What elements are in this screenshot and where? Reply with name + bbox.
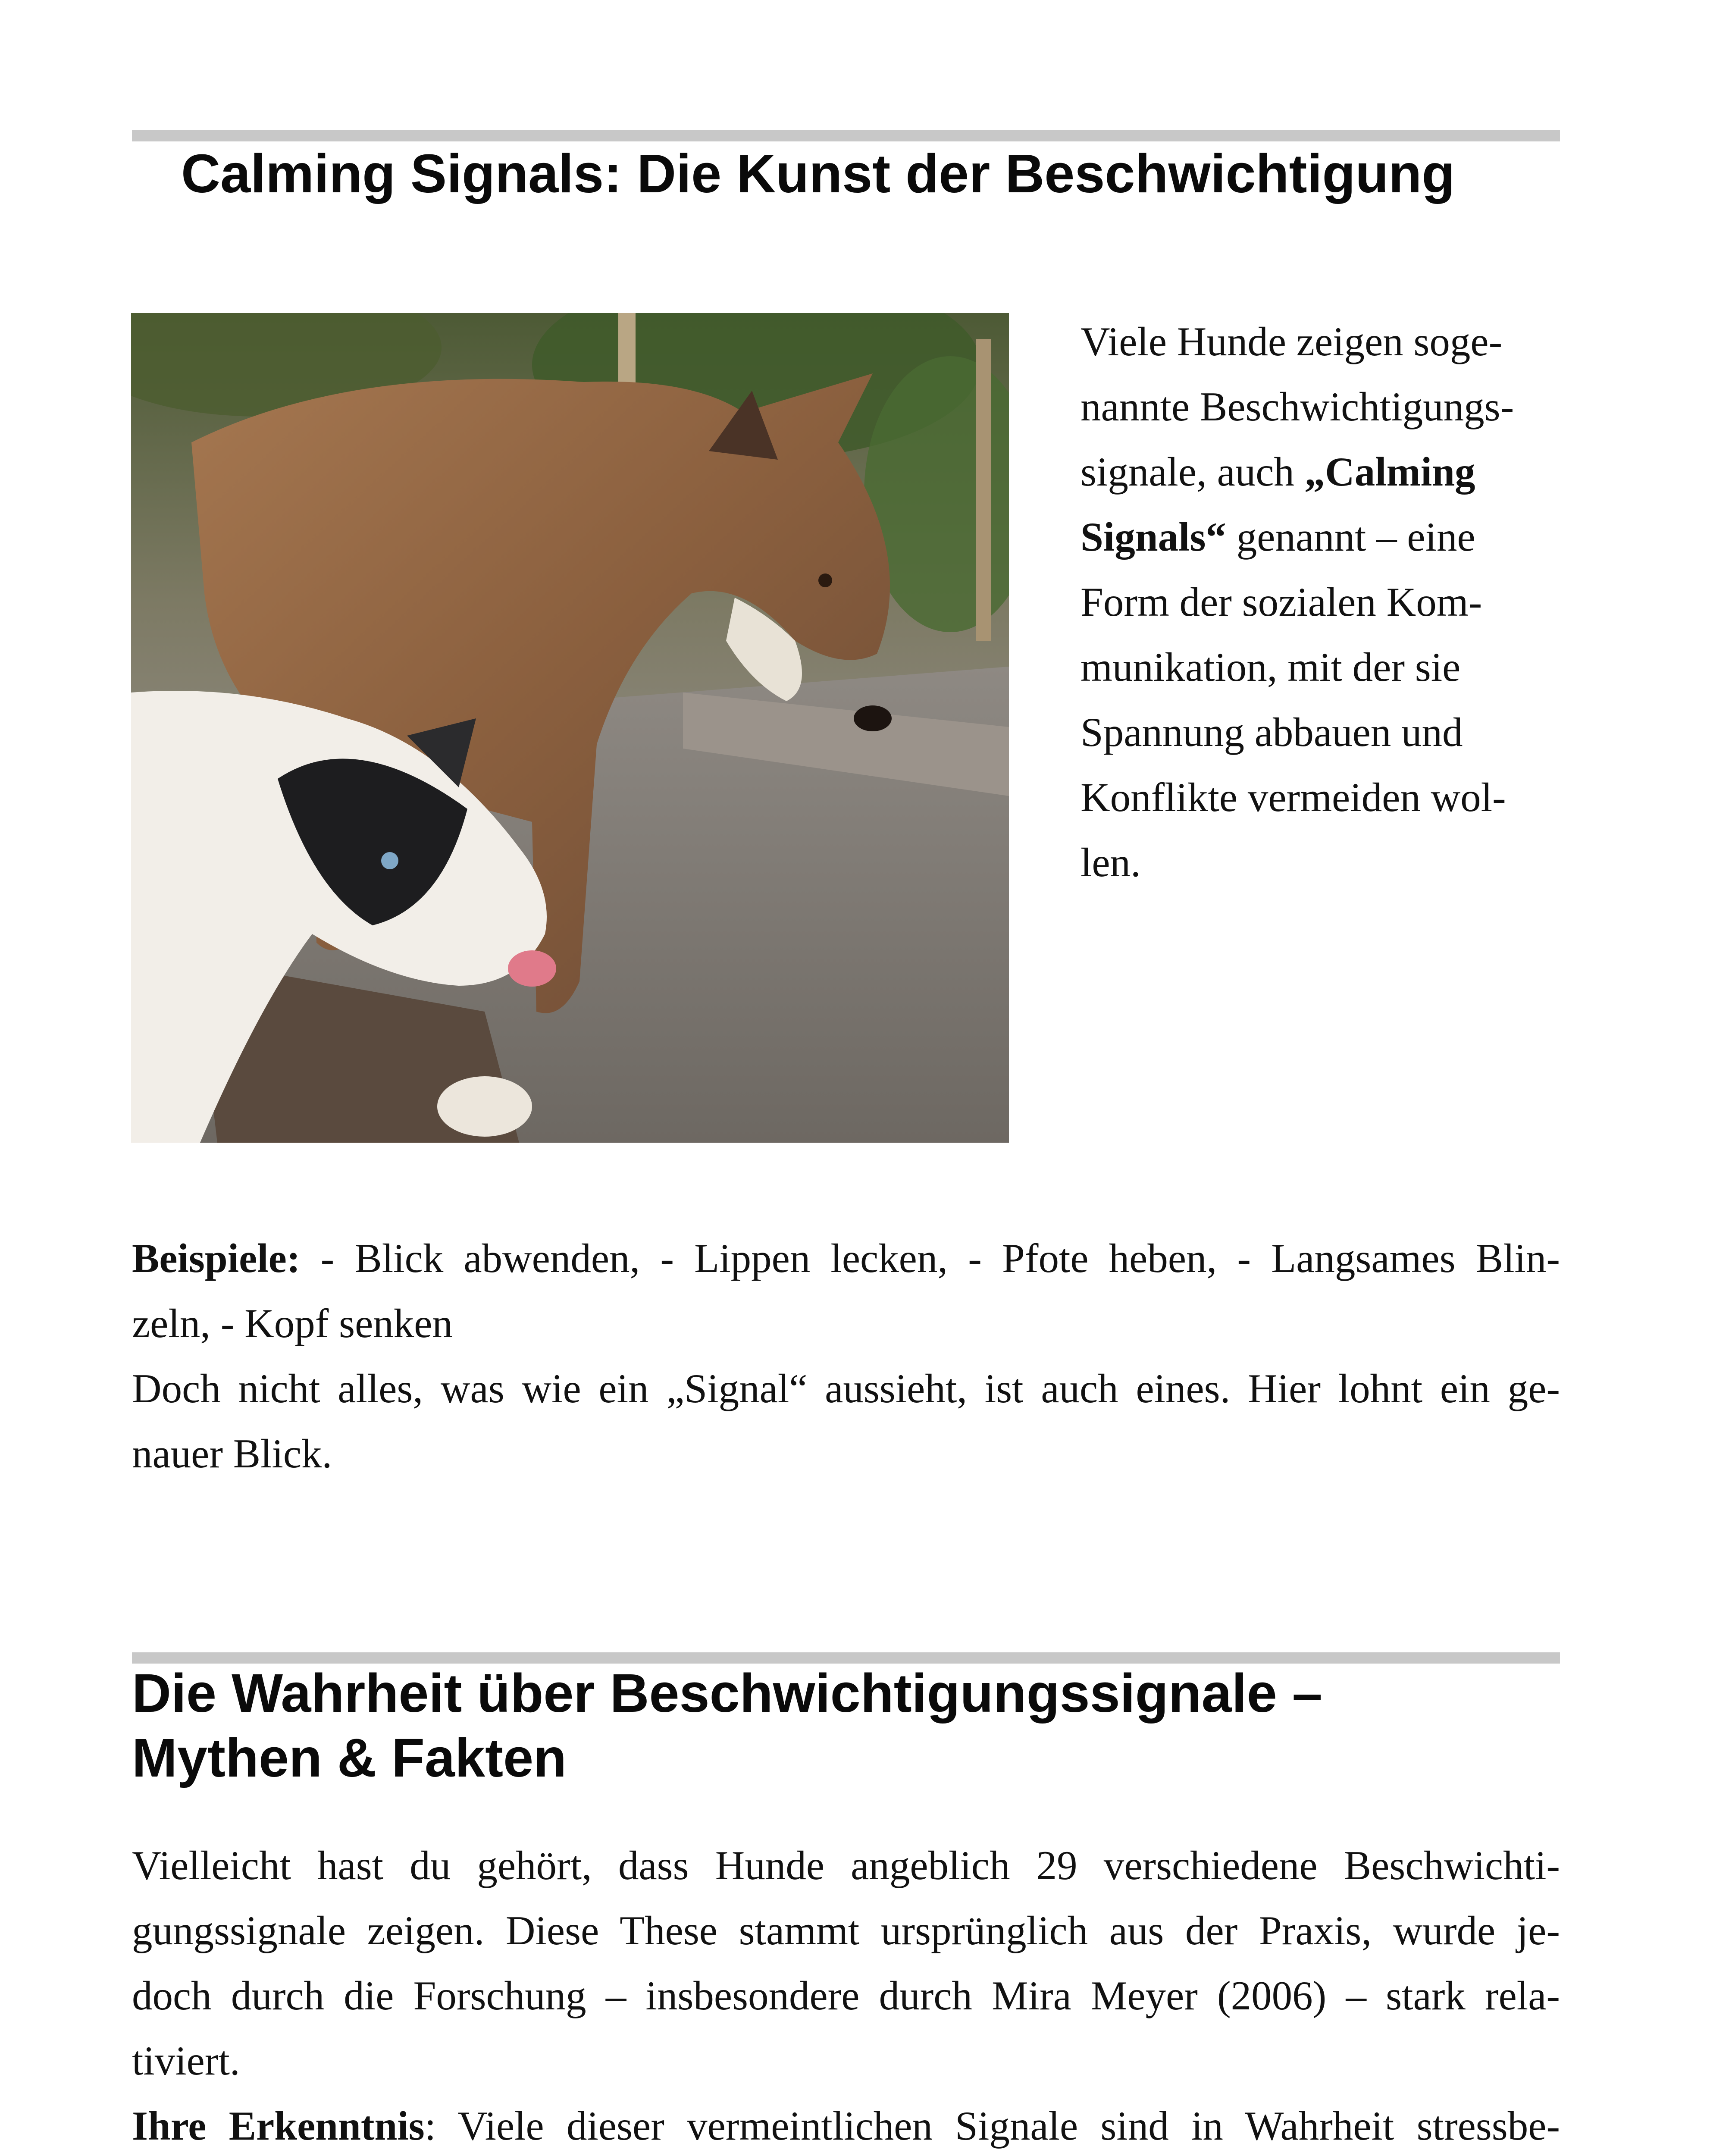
finding-line xyxy=(132,2093,1560,2156)
section-title-line: Mythen & Fakten xyxy=(132,1727,567,1788)
intro-line: Form der sozialen Kom- xyxy=(1081,579,1482,625)
section-title-line: Die Wahrheit über Beschwichtigungssignale – xyxy=(132,1663,1322,1724)
intro-term-bold: Signals“ xyxy=(1081,514,1226,560)
section-title-truth xyxy=(132,1661,1322,1790)
intro-line: nannte Beschwichtigungs- xyxy=(1081,384,1514,429)
note-line: nauer Blick. xyxy=(132,1431,332,1476)
myth-line: gungssignale zeigen. Diese These stammt ursprünglich aus der Praxis, wurde je- xyxy=(132,1908,1560,1953)
examples-paragraph xyxy=(132,1226,1560,1486)
intro-line: munikation, mit der sie xyxy=(1081,644,1461,690)
examples-text: - Blick abwenden, - Lippen lecken, - Pfote heben, - Langsames Blin- xyxy=(300,1235,1560,1281)
intro-line: Spannung abbauen und xyxy=(1081,709,1463,755)
intro-line xyxy=(1081,505,1560,570)
intro-text: signale, auch xyxy=(1081,449,1305,495)
intro-line: Viele Hunde zeigen soge- xyxy=(1081,319,1503,364)
myth-line: tiviert. xyxy=(132,2038,240,2084)
intro-term-bold: „Calming xyxy=(1304,449,1475,495)
intro-text: genannt – eine xyxy=(1226,514,1475,560)
examples-line: zeln, - Kopf senken xyxy=(132,1300,453,1346)
examples-line xyxy=(132,1226,1560,1291)
dogs-photo xyxy=(131,313,1009,1143)
myth-paragraph xyxy=(132,1833,1560,2156)
myth-line: doch durch die Forschung – insbesondere durch Mira Meyer (2006) – stark rela- xyxy=(132,1973,1560,2018)
finding-text: : Viele dieser vermeintlichen Signale sind in Wahrheit stressbe- xyxy=(424,2103,1560,2149)
intro-paragraph xyxy=(1081,309,1560,895)
note-line: Doch nicht alles, was wie ein „Signal“ aussieht, ist auch eines. Hier lohnt ein ge- xyxy=(132,1366,1560,1411)
intro-line: Konflikte vermeiden wol- xyxy=(1081,774,1506,820)
intro-line: len. xyxy=(1081,840,1141,885)
examples-label: Beispiele: xyxy=(132,1235,301,1281)
finding-label: Ihre Erkenntnis xyxy=(132,2103,425,2149)
section-title-calming-signals: Calming Signals: Die Kunst der Beschwichtigung xyxy=(181,143,1455,204)
myth-line: Vielleicht hast du gehört, dass Hunde angeblich 29 verschiedene Beschwichti- xyxy=(132,1843,1560,1888)
intro-line xyxy=(1081,439,1560,505)
